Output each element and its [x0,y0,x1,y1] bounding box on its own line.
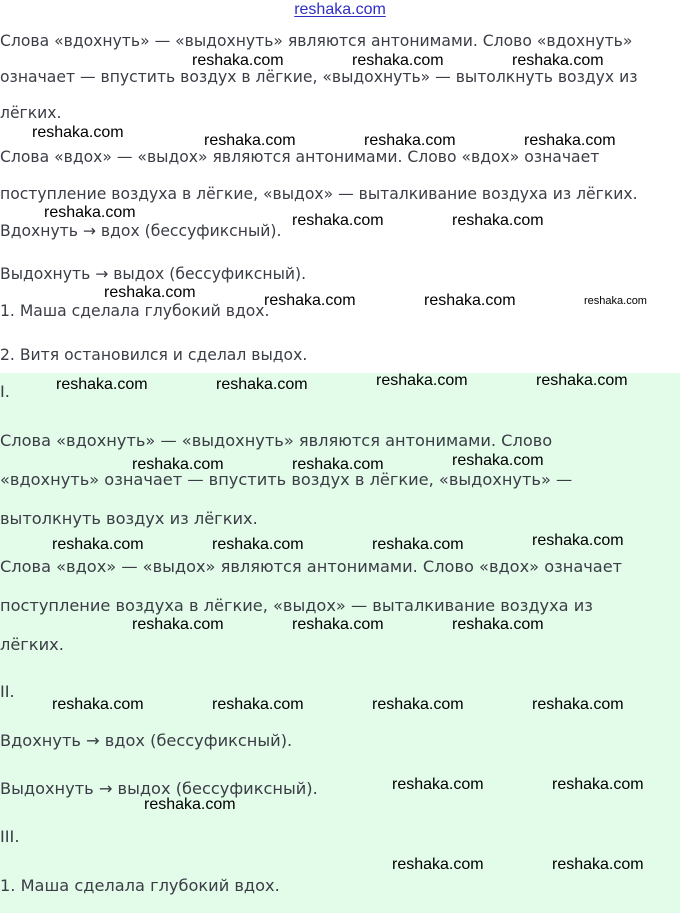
answer-line: вытолкнуть воздух из лёгких. [0,509,258,528]
task-line: поступление воздуха в лёгкие, «выдох» — выталкивание воздуха из лёгких. [0,185,638,203]
answer-line: 1. Маша сделала глубокий вдох. [0,876,280,895]
watermark-text: reshaka.com [52,536,144,553]
site-title-link[interactable]: reshaka.com [294,1,386,18]
watermark-text: reshaka.com [292,456,384,473]
watermark-text: reshaka.com [452,212,544,229]
answer-section-heading: I. [0,382,10,401]
task-line: означает — впустить воздух в лёгкие, «выдохнуть» — вытолкнуть воздух из [0,68,638,86]
watermark-text: reshaka.com [424,292,516,309]
watermark-text: reshaka.com [452,616,544,633]
watermark-text: reshaka.com [44,204,136,221]
watermark-text: reshaka.com [216,376,308,393]
watermark-text: reshaka.com [56,376,148,393]
watermark-text: reshaka.com [364,132,456,149]
watermark-text: reshaka.com [372,536,464,553]
watermark-text: reshaka.com [352,52,444,69]
watermark-text: reshaka.com [392,856,484,873]
watermark-text: reshaka.com [552,856,644,873]
watermark-text: reshaka.com [584,295,647,307]
task-line: 1. Маша сделала глубокий вдох. [0,302,270,320]
watermark-text: reshaka.com [372,696,464,713]
watermark-text: reshaka.com [392,776,484,793]
answer-line: Слова «вдохнуть» — «выдохнуть» являются антонимами. Слово [0,431,553,450]
watermark-text: reshaka.com [452,452,544,469]
answer-section-heading: II. [0,682,15,701]
task-line: Слова «вдох» — «выдох» являются антонимами. Слово «вдох» означает [0,148,600,166]
task-line: 2. Витя остановился и сделал выдох. [0,346,308,364]
watermark-text: reshaka.com [204,132,296,149]
answer-line: «вдохнуть» означает — впустить воздух в лёгкие, «выдохнуть» — [0,470,573,489]
watermark-text: reshaka.com [524,132,616,149]
answer-block [0,373,680,913]
watermark-text: reshaka.com [376,372,468,389]
watermark-text: reshaka.com [144,796,236,813]
watermark-text: reshaka.com [512,52,604,69]
watermark-text: reshaka.com [292,212,384,229]
watermark-text: reshaka.com [192,52,284,69]
watermark-text: reshaka.com [292,616,384,633]
watermark-text: reshaka.com [104,284,196,301]
watermark-text: reshaka.com [52,696,144,713]
watermark-text: reshaka.com [132,456,224,473]
watermark-text: reshaka.com [132,616,224,633]
watermark-text: reshaka.com [532,696,624,713]
answer-line: Выдохнуть → выдох (бессуфиксный). [0,779,318,798]
watermark-text: reshaka.com [212,696,304,713]
task-line: Выдохнуть → выдох (бессуфиксный). [0,265,307,283]
watermark-text: reshaka.com [212,536,304,553]
task-line: лёгких. [0,104,62,122]
answer-section-heading: III. [0,827,20,846]
answer-line: лёгких. [0,635,64,654]
watermark-text: reshaka.com [532,532,624,549]
watermark-text: reshaka.com [552,776,644,793]
task-line: Вдохнуть → вдох (бессуфиксный). [0,222,282,240]
watermark-text: reshaka.com [264,292,356,309]
watermark-text: reshaka.com [32,124,124,141]
answer-line: поступление воздуха в лёгкие, «выдох» — выталкивание воздуха из [0,596,593,615]
answer-line: Слова «вдох» — «выдох» являются антонимами. Слово «вдох» означает [0,557,623,576]
watermark-text: reshaka.com [536,372,628,389]
answer-line: Вдохнуть → вдох (бессуфиксный). [0,731,293,750]
task-line: Слова «вдохнуть» — «выдохнуть» являются антонимами. Слово «вдохнуть» [0,32,633,50]
